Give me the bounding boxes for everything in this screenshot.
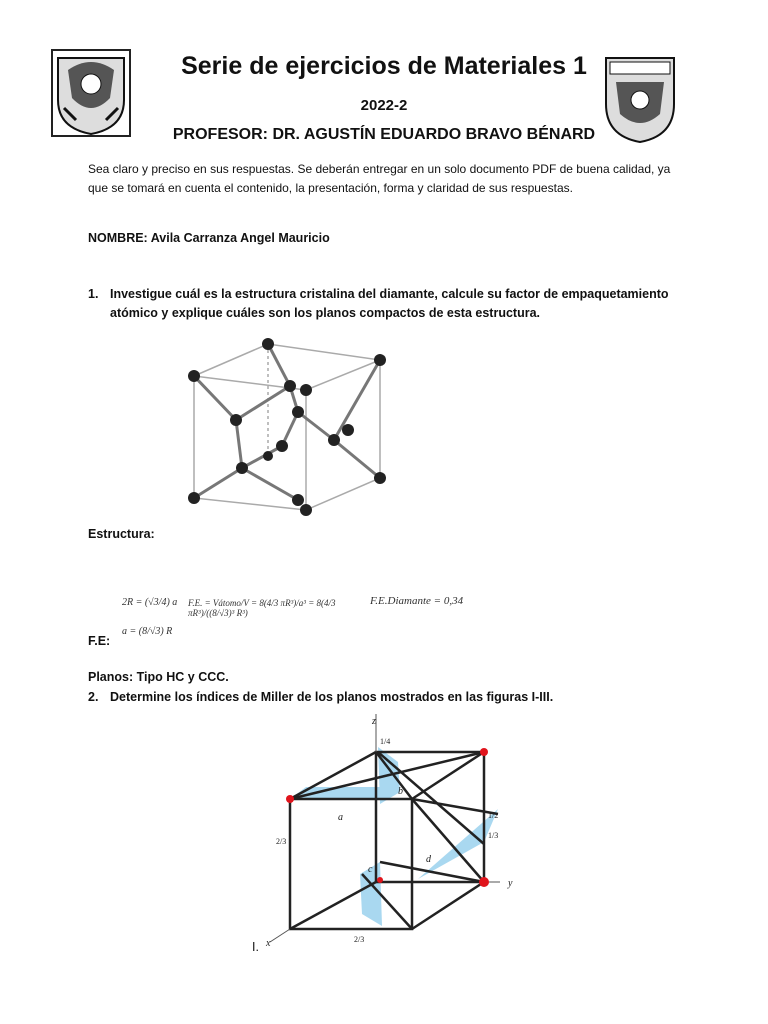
diamond-packing-factor: F.E.Diamante = 0,34 <box>370 595 464 607</box>
period: 2022-2 <box>360 97 408 114</box>
miller-planes-figure <box>262 714 520 954</box>
plane-b-label: b <box>398 786 403 797</box>
student-name: NOMBRE: Avila Carranza Angel Mauricio <box>88 231 330 245</box>
plane-a-label: a <box>338 812 343 823</box>
question-1-number: 1. <box>88 287 99 301</box>
fraction-top: 1/4 <box>380 737 391 746</box>
planes-answer: Planos: Tipo HC y CCC. <box>88 670 229 684</box>
diamond-structure-figure <box>180 328 400 540</box>
professor: PROFESOR: DR. AGUSTÍN EDUARDO BRAVO BÉNARD <box>172 126 596 143</box>
fraction-right-1: 1/2 <box>488 811 499 820</box>
fe-label: F.E: <box>88 634 111 648</box>
plane-d-label: d <box>426 854 431 865</box>
fraction-right-2: 1/3 <box>488 831 499 840</box>
fraction-left: 2/3 <box>276 837 287 846</box>
packing-factor-equation: F.E. = Vátomo/V = 8(4/3 πR³)/a³ = 8(4/3 πR³)/((8/√3)³ R³) <box>188 598 336 618</box>
radius-equation: 2R = (√3/4) a <box>122 597 178 608</box>
axis-x: x <box>266 938 271 949</box>
axis-z: z <box>372 716 376 727</box>
lattice-equation: a = (8/√3) R <box>122 626 173 637</box>
structure-label: Estructura: <box>88 527 155 541</box>
question-2-number: 2. <box>88 690 99 704</box>
page-title: Serie de ejercicios de Materiales 1 <box>181 52 587 80</box>
question-2-text: Determine los índices de Miller de los planos mostrados en las figuras I-III. <box>110 690 554 704</box>
question-2 <box>88 690 554 704</box>
plane-c-label: c <box>368 864 373 875</box>
axis-y: y <box>508 878 513 889</box>
question-1-text: Investigue cuál es la estructura cristalina del diamante, calcule su factor de empaquetamiento atómico y explique cuáles son los planos compactos de esta estructura. <box>110 287 669 320</box>
fraction-bottom: 2/3 <box>354 935 365 944</box>
instructions: Sea claro y preciso en sus respuestas. Se deberán entregar en un solo documento PDF de buena calidad, ya que se tomará en cuenta el contenido, la presentación, forma y claridad de sus respuestas. <box>88 162 671 195</box>
figure-caption: I. <box>252 940 259 954</box>
